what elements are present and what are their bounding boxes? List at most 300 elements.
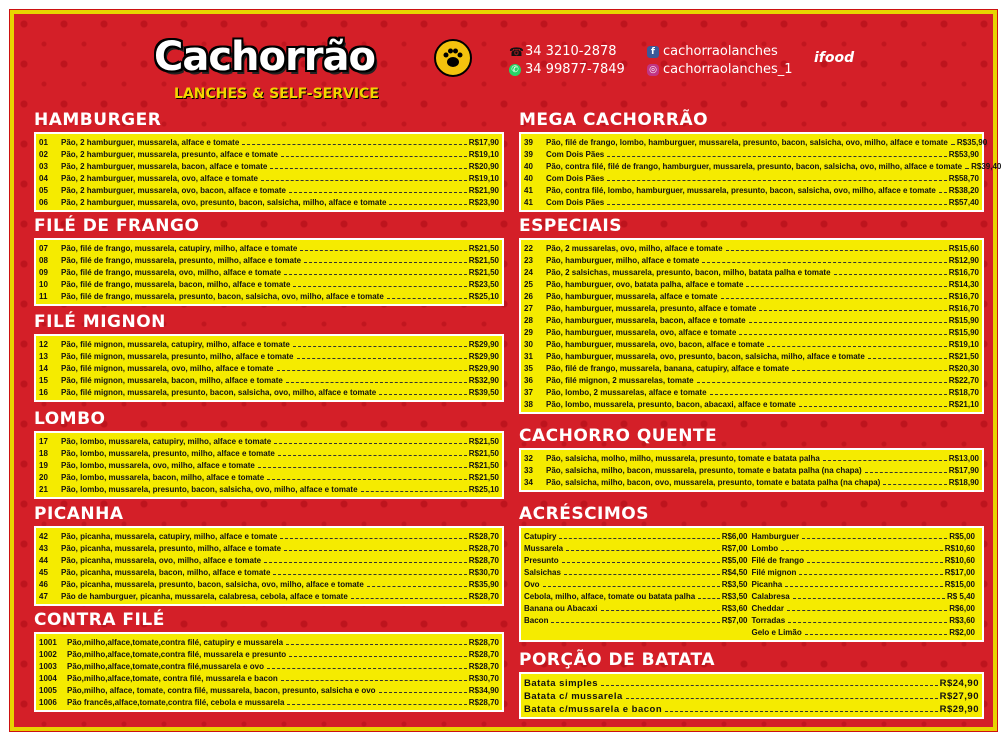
section-especiais: [519, 216, 984, 414]
item-code: 22: [524, 244, 533, 253]
section-title: FILÉ DE FRANGO: [34, 216, 200, 236]
item-price: R$16,70: [948, 268, 979, 277]
item-description: Pão,milho,alface,tomate, contra filé, mussarela e bacon: [67, 674, 278, 683]
item-code: 29: [524, 328, 533, 337]
dotted-leader: [781, 550, 943, 551]
item-description: Gelo e Limão: [751, 628, 802, 637]
item-price: R$23,90: [468, 198, 499, 207]
menu-item-row: [39, 566, 499, 578]
item-code: 16: [39, 388, 48, 397]
item-description: Pão, lombo, mussarela, ovo, milho, alface e tomate: [61, 461, 255, 470]
menu-item-row: [752, 554, 980, 566]
item-description: Pão, lombo, mussarela, presunto, bacon, abacaxi, alface e tomate: [546, 400, 796, 409]
item-code: 19: [39, 461, 48, 470]
item-price: R$21,50: [468, 449, 499, 458]
menu-item-row: [524, 362, 979, 374]
item-description: Pão, 2 hamburguer, mussarela, ovo, bacon, alface e tomate: [61, 186, 286, 195]
item-description: Pão, 2 salsichas, mussarela, presunto, bacon, milho, batata palha e tomate: [546, 268, 831, 277]
menu-item-row: [524, 172, 979, 184]
item-price: R$15,00: [944, 580, 975, 589]
item-price: R$7,00: [721, 616, 748, 625]
menu-item-row: [524, 542, 752, 554]
item-list: [34, 334, 504, 402]
menu-item-row: [752, 626, 980, 638]
item-list: [34, 431, 504, 499]
item-code: 1001: [39, 638, 57, 647]
dotted-leader: [258, 467, 467, 468]
item-description: Pão francês,alface,tomate,contra filé, cebola e mussarela: [67, 698, 285, 707]
item-description: Pão, hamburguer, ovo, batata palha, alface e tomate: [546, 280, 744, 289]
item-price: R$12,90: [948, 256, 979, 265]
item-price: R$21,50: [468, 473, 499, 482]
item-code: 44: [39, 556, 48, 565]
dotted-leader: [274, 443, 467, 444]
menu-item-row: [752, 566, 980, 578]
menu-item-row: [524, 196, 979, 208]
menu-item-row: [524, 160, 1002, 172]
dotted-leader: [551, 622, 719, 623]
item-code: 05: [39, 186, 48, 195]
item-description: Pão, picanha, mussarela, presunto, milho, alface e tomate: [61, 544, 282, 553]
dotted-leader: [304, 262, 467, 263]
item-description: Pão, hamburguer, mussarela, ovo, alface e tomate: [546, 328, 737, 337]
item-code: 47: [39, 592, 48, 601]
dotted-leader: [379, 692, 467, 693]
item-price: R$5,00: [949, 532, 975, 541]
item-code: 06: [39, 198, 48, 207]
item-list: [34, 132, 504, 212]
phone-icon: ☎: [509, 44, 524, 59]
item-description: Pão, picanha, mussarela, ovo, milho, alface e tomate: [61, 556, 262, 565]
item-code: 04: [39, 174, 48, 183]
section-porcao-batata: [519, 650, 984, 719]
item-description: Pão de hamburguer, picanha, mussarela, calabresa, cebola, alface e tomate: [61, 592, 348, 601]
menu-item-row: [752, 578, 980, 590]
item-price: R$2,00: [949, 628, 975, 637]
menu-item-row: [39, 160, 499, 172]
item-description: Pão, hamburguer, mussarela, ovo, presunto, bacon, salsicha, milho, alface e tomate: [546, 352, 865, 361]
dotted-leader: [805, 634, 947, 635]
item-description: Pão, filé de frango, mussarela, presunto, milho, alface e tomate: [61, 256, 302, 265]
item-code: 07: [39, 244, 48, 253]
item-description: Salsichas: [524, 568, 561, 577]
item-code: 1002: [39, 650, 57, 659]
item-code: 42: [39, 532, 48, 541]
item-price: R$29,90: [468, 352, 499, 361]
item-description: Filé de frango: [751, 556, 804, 565]
dotted-leader: [361, 491, 467, 492]
dotted-leader: [562, 562, 720, 563]
dotted-leader: [702, 262, 946, 263]
menu-item-row: [39, 338, 499, 350]
item-description: Pão, lombo, 2 mussarelas, alface e tomate: [546, 388, 707, 397]
item-price: R$28,70: [468, 544, 499, 553]
dotted-leader: [242, 144, 466, 145]
instagram-icon: ◎: [647, 64, 659, 76]
item-price: R$28,70: [468, 532, 499, 541]
item-description: Cebola, milho, alface, tomate ou batata palha: [524, 592, 696, 601]
item-code: 1005: [39, 686, 57, 695]
item-code: 23: [524, 256, 533, 265]
dotted-leader: [289, 656, 467, 657]
dotted-leader: [710, 394, 947, 395]
item-code: 1006: [39, 698, 57, 707]
menu-item-row: [752, 590, 980, 602]
item-code: 34: [524, 478, 533, 487]
dotted-leader: [726, 250, 947, 251]
dotted-leader: [267, 668, 467, 669]
menu-item-row: [752, 602, 980, 614]
item-description: Bacon: [524, 616, 549, 625]
item-description: Com Dois Pães: [546, 198, 605, 207]
dotted-leader: [289, 192, 467, 193]
dotted-leader: [277, 370, 467, 371]
item-description: Pão, filé de frango, mussarela, banana, catupiry, alface e tomate: [546, 364, 790, 373]
menu-item-row: [524, 374, 979, 386]
dotted-leader: [261, 180, 467, 181]
section-title: MEGA CACHORRÃO: [519, 110, 709, 130]
menu-board: [10, 10, 1002, 731]
item-price: R$21,50: [468, 244, 499, 253]
item-price: R$21,50: [468, 437, 499, 446]
item-price: R$28,70: [468, 638, 499, 647]
dotted-leader: [759, 310, 946, 311]
menu-item-row: [39, 184, 499, 196]
whatsapp-number: 34 99877-7849: [525, 62, 625, 77]
item-price: R$25,10: [468, 485, 499, 494]
item-code: 46: [39, 580, 48, 589]
item-description: Pão, picanha, mussarela, presunto, bacon, salsicha, ovo, milho, alface e tomate: [61, 580, 364, 589]
section-cachorro-quente: [519, 426, 984, 492]
item-price: R$18,90: [948, 478, 979, 487]
item-description: Pão, 2 hamburguer, mussarela, alface e tomate: [61, 138, 240, 147]
item-description: Pão, filé de frango, mussarela, bacon, milho, alface e tomate: [61, 280, 291, 289]
menu-item-row: [524, 242, 979, 254]
dotted-leader: [367, 586, 467, 587]
item-price: R$30,70: [468, 674, 499, 683]
menu-item-row: [524, 590, 752, 602]
item-price: R$17,00: [944, 568, 975, 577]
item-description: Pão, 2 hamburguer, mussarela, ovo, presunto, bacon, salsicha, milho, alface e tomate: [61, 198, 387, 207]
item-price: R$38,20: [948, 186, 979, 195]
dotted-leader: [607, 204, 947, 205]
menu-item-row: [524, 689, 979, 702]
menu-item-row: [524, 278, 979, 290]
instagram-handle: cachorraolanches_1: [663, 62, 793, 77]
item-description: Com Dois Pães: [546, 174, 605, 183]
item-price: R$24,90: [939, 678, 979, 689]
item-list: [519, 132, 1002, 212]
item-description: Pão, hamburguer, mussarela, ovo, bacon, alface e tomate: [546, 340, 765, 349]
item-price: R$15,90: [948, 328, 979, 337]
item-list: [519, 238, 984, 414]
menu-item-row: [524, 676, 979, 689]
section-title: FILÉ MIGNON: [34, 312, 166, 332]
paw-icon: [434, 39, 472, 77]
dotted-leader: [379, 394, 467, 395]
item-code: 1004: [39, 674, 57, 683]
item-code: 15: [39, 376, 48, 385]
item-description: Mussarela: [524, 544, 564, 553]
section-contra-file: [34, 610, 504, 712]
item-description: Pão, filé de frango, mussarela, presunto, bacon, salsicha, ovo, milho, alface e tomate: [61, 292, 384, 301]
section-title: ACRÉSCIMOS: [519, 504, 649, 524]
dotted-leader: [807, 562, 943, 563]
phone-contact: [509, 44, 617, 59]
item-code: 18: [39, 449, 48, 458]
item-description: Hamburguer: [751, 532, 800, 541]
item-description: Batata c/ mussarela: [524, 691, 623, 702]
item-price: R$6,00: [949, 604, 975, 613]
menu-item-row: [524, 452, 979, 464]
item-price: R$29,90: [468, 364, 499, 373]
item-description: Pão, hamburguer, mussarela, bacon, alface e tomate: [546, 316, 746, 325]
brand-name: Cachorrão: [154, 34, 375, 80]
item-description: Pão, filé de frango, mussarela, ovo, milho, alface e tomate: [61, 268, 282, 277]
addons-left: [524, 530, 752, 638]
dotted-leader: [883, 484, 946, 485]
item-price: R$28,70: [468, 662, 499, 671]
item-price: R$53,90: [948, 150, 979, 159]
item-code: 13: [39, 352, 48, 361]
item-price: R$39,50: [468, 388, 499, 397]
item-description: Lombo: [751, 544, 779, 553]
dotted-leader: [607, 180, 947, 181]
menu-item-row: [39, 386, 499, 398]
dotted-leader: [264, 562, 467, 563]
item-price: R$19,10: [468, 174, 499, 183]
item-price: R$17,90: [948, 466, 979, 475]
item-price: R$3,50: [721, 592, 748, 601]
menu-item-row: [39, 578, 499, 590]
item-code: 10: [39, 280, 48, 289]
menu-item-row: [524, 386, 979, 398]
item-price: R$21,10: [948, 400, 979, 409]
item-code: 31: [524, 352, 533, 361]
section-title: PICANHA: [34, 504, 124, 524]
item-description: Pão, filé mignon, mussarela, bacon, milho, alface e tomate: [61, 376, 283, 385]
item-price: R$21,50: [468, 461, 499, 470]
item-price: R$27,90: [939, 691, 979, 702]
section-picanha: [34, 504, 504, 606]
dotted-leader: [607, 156, 947, 157]
item-price: R$3,60: [949, 616, 975, 625]
dotted-leader: [286, 644, 467, 645]
item-description: Pão, filé mignon, 2 mussarelas, tomate: [546, 376, 694, 385]
menu-item-row: [524, 602, 752, 614]
section-title: HAMBURGER: [34, 110, 162, 130]
item-description: Presunto: [524, 556, 559, 565]
dotted-leader: [698, 598, 720, 599]
item-description: Cheddar: [751, 604, 784, 613]
menu-item-row: [752, 530, 980, 542]
whatsapp-contact: [509, 62, 625, 77]
item-price: R$21,50: [948, 352, 979, 361]
section-file-mignon: [34, 312, 504, 402]
dotted-leader: [834, 274, 947, 275]
item-description: Pão, lombo, mussarela, presunto, milho, alface e tomate: [61, 449, 275, 458]
phone-number: 34 3210-2878: [525, 44, 617, 59]
item-list: [519, 448, 984, 492]
item-price: R$16,70: [948, 292, 979, 301]
item-code: 26: [524, 292, 533, 301]
menu-item-row: [39, 435, 499, 447]
dotted-leader: [281, 680, 467, 681]
item-price: R$22,70: [948, 376, 979, 385]
item-code: 20: [39, 473, 48, 482]
item-code: 11: [39, 292, 48, 301]
item-description: Pão, 2 hamburguer, mussarela, bacon, alface e tomate: [61, 162, 268, 171]
dotted-leader: [799, 574, 942, 575]
dotted-leader: [787, 610, 947, 611]
addons-right: [752, 530, 980, 638]
dotted-leader: [665, 711, 937, 712]
section-title: PORÇÃO DE BATATA: [519, 650, 715, 670]
menu-item-row: [39, 542, 499, 554]
item-list: [519, 672, 984, 719]
menu-item-row: [524, 476, 979, 488]
item-price: R$57,40: [948, 198, 979, 207]
item-price: R$5,00: [721, 556, 748, 565]
item-code: 40: [524, 162, 533, 171]
menu-item-row: [39, 148, 499, 160]
item-price: R$10,60: [944, 544, 975, 553]
item-description: Banana ou Abacaxi: [524, 604, 598, 613]
item-code: 14: [39, 364, 48, 373]
item-code: 17: [39, 437, 48, 446]
addons-panel: [519, 526, 984, 642]
item-price: R$4,50: [721, 568, 748, 577]
item-description: Com Dois Pães: [546, 150, 605, 159]
item-code: 37: [524, 388, 533, 397]
item-price: R$ 5,40: [946, 592, 975, 601]
item-price: R$35,90: [468, 580, 499, 589]
item-description: Pão, filé de frango, mussarela, catupiry, milho, alface e tomate: [61, 244, 298, 253]
item-code: 28: [524, 316, 533, 325]
dotted-leader: [788, 622, 947, 623]
menu-item-row: [524, 530, 752, 542]
dotted-leader: [280, 538, 466, 539]
menu-item-row: [39, 672, 499, 684]
item-price: R$17,90: [468, 138, 499, 147]
item-description: Batata c/mussarela e bacon: [524, 704, 663, 715]
item-code: 39: [524, 138, 533, 147]
menu-item-row: [39, 696, 499, 708]
item-description: Pão, contra filé, lombo, hamburguer, mussarela, presunto, bacon, salsicha, ovo, milho, alface e tomate: [546, 186, 936, 195]
dotted-leader: [792, 370, 947, 371]
dotted-leader: [697, 382, 947, 383]
dotted-leader: [286, 382, 467, 383]
item-description: Pão,milho,alface,tomate,contra filé,mussarela e ovo: [67, 662, 264, 671]
menu-item-row: [524, 614, 752, 626]
menu-item-row: [524, 578, 752, 590]
dotted-leader: [965, 168, 969, 169]
item-description: Pão, filé mignon, mussarela, presunto, bacon, salsicha, ovo, milho, alface e tomate: [61, 388, 377, 397]
menu-item-row: [39, 636, 499, 648]
menu-item-row: [524, 136, 988, 148]
item-price: R$21,50: [468, 256, 499, 265]
item-code: 39: [524, 150, 533, 159]
item-price: R$35,90: [956, 138, 988, 147]
menu-item-row: [524, 184, 979, 196]
item-price: R$29,90: [939, 704, 979, 715]
dotted-leader: [601, 685, 938, 686]
item-code: 03: [39, 162, 48, 171]
menu-item-row: [524, 554, 752, 566]
dotted-leader: [284, 550, 467, 551]
menu-item-row: [524, 702, 979, 715]
item-price: R$7,00: [721, 544, 748, 553]
dotted-leader: [721, 298, 947, 299]
dotted-leader: [767, 346, 946, 347]
dotted-leader: [293, 346, 467, 347]
item-price: R$30,70: [468, 568, 499, 577]
item-description: Picanha: [751, 580, 783, 589]
item-description: Pão, picanha, mussarela, catupiry, milho, alface e tomate: [61, 532, 278, 541]
menu-item-row: [39, 266, 499, 278]
item-description: Pão, hamburguer, mussarela, alface e tomate: [546, 292, 718, 301]
menu-item-row: [524, 314, 979, 326]
item-price: R$39,40: [971, 162, 1002, 171]
ifood-logo: ifood: [814, 50, 855, 66]
item-price: R$21,90: [468, 186, 499, 195]
dotted-leader: [297, 358, 467, 359]
dotted-leader: [601, 610, 720, 611]
menu-item-row: [39, 172, 499, 184]
menu-item-row: [39, 374, 499, 386]
menu-item-row: [39, 350, 499, 362]
item-code: 36: [524, 376, 533, 385]
item-list: [34, 526, 504, 606]
dotted-leader: [278, 455, 467, 456]
section-title: LOMBO: [34, 409, 106, 429]
dotted-leader: [799, 406, 947, 407]
item-price: R$25,10: [468, 292, 499, 301]
dotted-leader: [300, 250, 466, 251]
item-price: R$20,90: [468, 162, 499, 171]
item-description: Pão, lombo, mussarela, catupiry, milho, alface e tomate: [61, 437, 272, 446]
dotted-leader: [746, 286, 946, 287]
menu-item-row: [39, 362, 499, 374]
item-description: Pão, 2 hamburguer, mussarela, presunto, alface e tomate: [61, 150, 278, 159]
item-description: Pão, contra filé, filé de frango, hamburguer, mussarela, presunto, bacon, salsicha, ovo, milho, alface e tomate: [546, 162, 963, 171]
menu-item-row: [752, 542, 980, 554]
dotted-leader: [351, 598, 467, 599]
menu-item-row: [524, 302, 979, 314]
item-description: Pão, filé mignon, mussarela, catupiry, milho, alface e tomate: [61, 340, 290, 349]
brand-logo: [154, 34, 484, 104]
item-code: 32: [524, 454, 533, 463]
item-description: Pão, salsicha, milho, bacon, ovo, mussarela, presunto, tomate e batata palha (na chapa): [546, 478, 881, 487]
item-description: Pão, 2 hamburguer, mussarela, ovo, alface e tomate: [61, 174, 258, 183]
menu-item-row: [524, 350, 979, 362]
item-code: 27: [524, 304, 533, 313]
item-price: R$3,60: [721, 604, 748, 613]
menu-item-row: [524, 398, 979, 410]
section-acrescimos: [519, 504, 984, 642]
menu-item-row: [39, 459, 499, 471]
menu-item-row: [39, 483, 499, 495]
dotted-leader: [293, 286, 466, 287]
dotted-leader: [273, 574, 466, 575]
menu-item-row: [524, 148, 979, 160]
dotted-leader: [626, 698, 938, 699]
menu-item-row: [39, 196, 499, 208]
whatsapp-icon: ✆: [509, 64, 521, 76]
menu-item-row: [39, 447, 499, 459]
menu-item-row: [39, 660, 499, 672]
item-price: R$23,50: [468, 280, 499, 289]
